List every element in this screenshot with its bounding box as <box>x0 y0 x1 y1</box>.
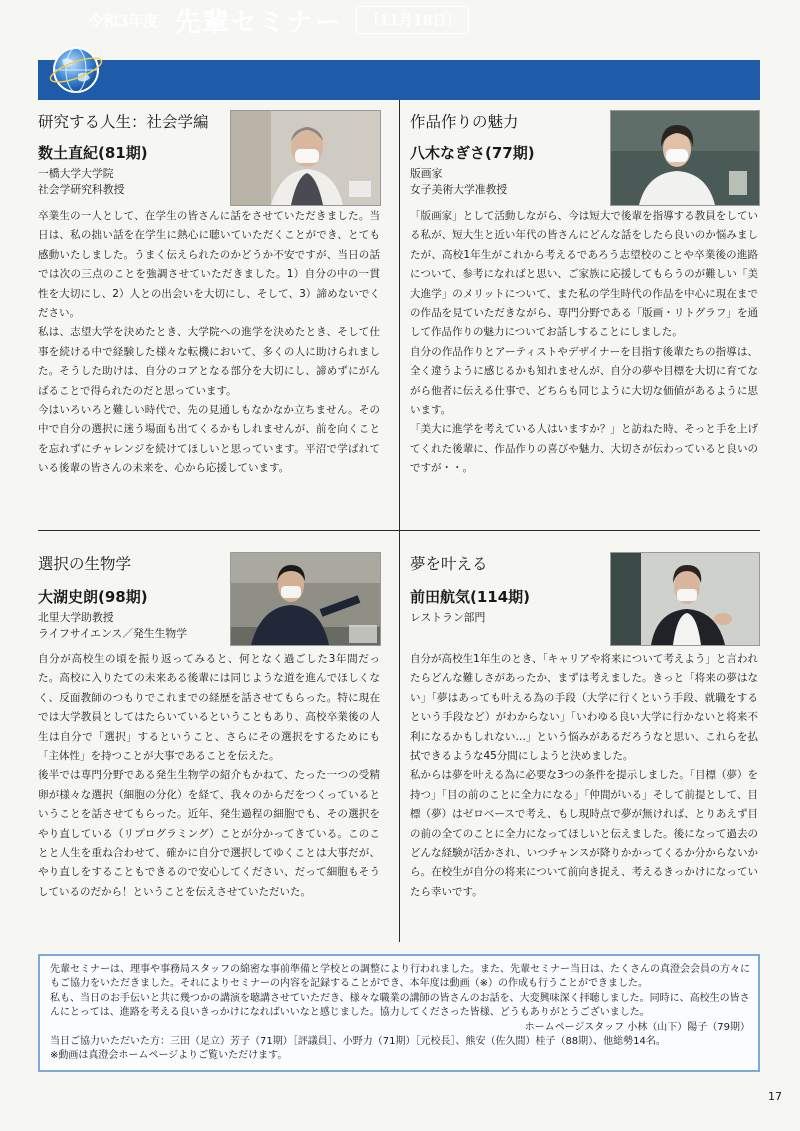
section-4-speaker-photo <box>610 552 760 646</box>
section-1-speaker-name: 数土直紀(81期) <box>38 144 148 162</box>
section-3-speaker-affiliation: 北里大学助教授 ライフサイエンス／発生生物学 <box>38 611 187 640</box>
footer-paragraph-4: ※動画は真澄会ホームページよりご覧いただけます。 <box>50 1050 288 1062</box>
section-2-speaker-affiliation: 版画家 女子美術大学准教授 <box>410 167 508 196</box>
section-1-body: 卒業生の一人として、在学生の皆さんに話をさせていただきました。当日は、私の拙い話を在学生に熱心に聴いていただくことができ、とても感動いたしました。うまく伝えられたのかどうか不安ですが、当日の話では次の三点のことを強調させていただきました。1）自分の中の一貫性を大切にし、2）人との出会いを大切にし、そして、3）諦めないでください。 私は、志望大学を決めたとき、大学院への進学を決めたとき、そして仕事を続ける中で経験した様々な転機において、多くの人に助けられました。そうした助けは、自分のコアとなる部分を大切にし、諦めずにがんばることで得られたのだと思っています。 今はいろいろと難しい時代で、先の見通しもなかなか立ちません。その中で自分の選択に迷う場面も出てくるかもしれませんが、前を向くことを忘れずにチャレンジを続けてほしいと思っています。平沼で学ばれている後輩の皆さんの未来を、心から応援しています。 <box>38 210 380 475</box>
header-banner <box>38 60 760 100</box>
section-1-speaker-affiliation: 一橋大学大学院 社会学研究科教授 <box>38 167 125 196</box>
globe-icon <box>48 40 104 96</box>
section-3-speaker-name: 大湖史朗(98期) <box>38 588 148 606</box>
column-divider <box>399 100 400 942</box>
section-2-speaker-name: 八木なぎさ(77期) <box>410 144 535 162</box>
banner-text <box>88 4 469 36</box>
page-number: 17 <box>768 1090 782 1103</box>
section-2-speaker-photo <box>610 110 760 206</box>
footer-note-box <box>38 954 760 1072</box>
section-1-speaker-photo <box>230 110 381 206</box>
event-date: ［11月18日］ <box>356 6 469 34</box>
section-4-speaker-affiliation: レストラン部門 <box>410 611 486 624</box>
section-2-body: 「版画家」として活動しながら、今は短大で後輩を指導する教員をしている私が、短大生と近い年代の皆さんにどんな話をしたら良いのか悩みましたが、高校1年生がこれから考えるであろう志望校のことや卒業後の進路について、参考になればと思い、ご家族に応援してもらうのが難しい「美大進学」のメリットについて、また私の学生時代の作品を中心に現在までの作品を見ていただきながら、専門分野である「版画・リトグラフ」を通して作品作りの魅力についてお話しすることにしました。 自分の作品作りとアーティストやデザイナーを目指す後輩たちの指導は、全く違うように感じるかも知れませんが、自分の夢や目標を大切に育てながら他者に伝える仕事で、どちらも同じように大切な価値があるように思います。 「美大に進学を考えている人はいますか？」と訪ねた時、そっと手を上げてくれた後輩に、作品作りの喜びや魅力、大切さが伝わっていると良いのですが・・。 <box>410 210 758 475</box>
footer-paragraph-2: 私も、当日のお手伝いと共に幾つかの講演を聴講させていただき、様々な職業の講師の皆さんのお話を、大変興味深く拝聴しました。同時に、高校生の皆さんにとっては、進路を考える良いきっかけになればいいなと感じました。協力してくださった皆様、どうもありがとうございました。 <box>50 992 750 1019</box>
footer-paragraph-1: 先輩セミナーは、理事や事務局スタッフの綿密な事前準備と学校との調整により行われました。また、先輩セミナー当日は、たくさんの真澄会会員の方々にもご協力をいただきました。それによりセミナーの内容を記録することができ、本年度は動画（※）の作成も行うことができました。 <box>50 964 750 990</box>
row-divider <box>38 530 760 531</box>
section-4-speaker-name: 前田航気(114期) <box>410 588 531 606</box>
section-3-speaker-photo <box>230 552 381 646</box>
footer-paragraph-3: 当日ご協力いただいた方：三田（足立）芳子（71期）［評議員］、小野力（71期）［元校長］、熊安（佐久間）桂子（88期）、他総勢14名。 <box>50 1036 666 1048</box>
banner-year: 令和3年度 <box>88 11 159 30</box>
section-2-title: 作品作りの魅力 <box>410 113 519 131</box>
footer-signature: ホームページスタッフ 小林（山下）陽子（79期） <box>524 1021 750 1033</box>
section-1-title: 研究する人生：社会学編 <box>38 113 209 131</box>
section-4-title: 夢を叶える <box>410 555 488 573</box>
page-title: 先輩セミナー <box>174 7 343 38</box>
section-4-body: 自分が高校生1年生のとき、「キャリアや将来について考えよう」と言われたらどんな難しさがあったか、まずは考えました。きっと「将来の夢はない」「夢はあっても叶える為の手段（大学に行くという手段、就職をするという手段など）がわからない」「いわゆる良い大学に行かないと将来不利になるかもしれない…」という悩みがあるだろうなと思い、これらを払拭できるような45分間にしようと決めました。 私からは夢を叶える為に必要な3つの条件を提示しました。「目標（夢）を持つ」「目の前のことに全力になる」「仲間がいる」そして前提として、目標（夢）はゼロベースで考え、もし現時点で夢が無ければ、とりあえず目の前の全てのことに全力になってほしいと伝えました。後になって過去のどんな経験が活かされ、いつチャンスが降りかかってくるか分からないから。在校生が自分の将来について前向き捉え、考えるきっかけになっていたら幸いです。 <box>410 653 758 898</box>
section-3-title: 選択の生物学 <box>38 555 132 573</box>
section-3-body: 自分が高校生の頃を振り返ってみると、何となく過ごした3年間だった。高校に入りたての未来ある後輩には同じような道を進んでほしくなく、反面教師のつもりでこれまでの経歴を話させてもらった。特に現在では大学教員としてはたらいているということもあり、高校卒業後の人生は自分で「選択」するということ、さらにその選択をするためにも「主体性」を持つことが大事であることを伝えた。 後半では専門分野である発生生物学の紹介もかねて、たった一つの受精卵が様々な選択（細胞の分化）を経て、我々のからだをつくっているということを話させてもらった。近年、発生過程の細胞でも、その選択をやり直している（リプログラミング）ことが分かってきている。このことと人生を重ね合わせて、確かに自分で選択してゆくことは大事だが、やり直しをすることもできるので安心してください、だって細胞もそうしているのだから！ということを伝えさせていただいた。 <box>38 653 380 898</box>
